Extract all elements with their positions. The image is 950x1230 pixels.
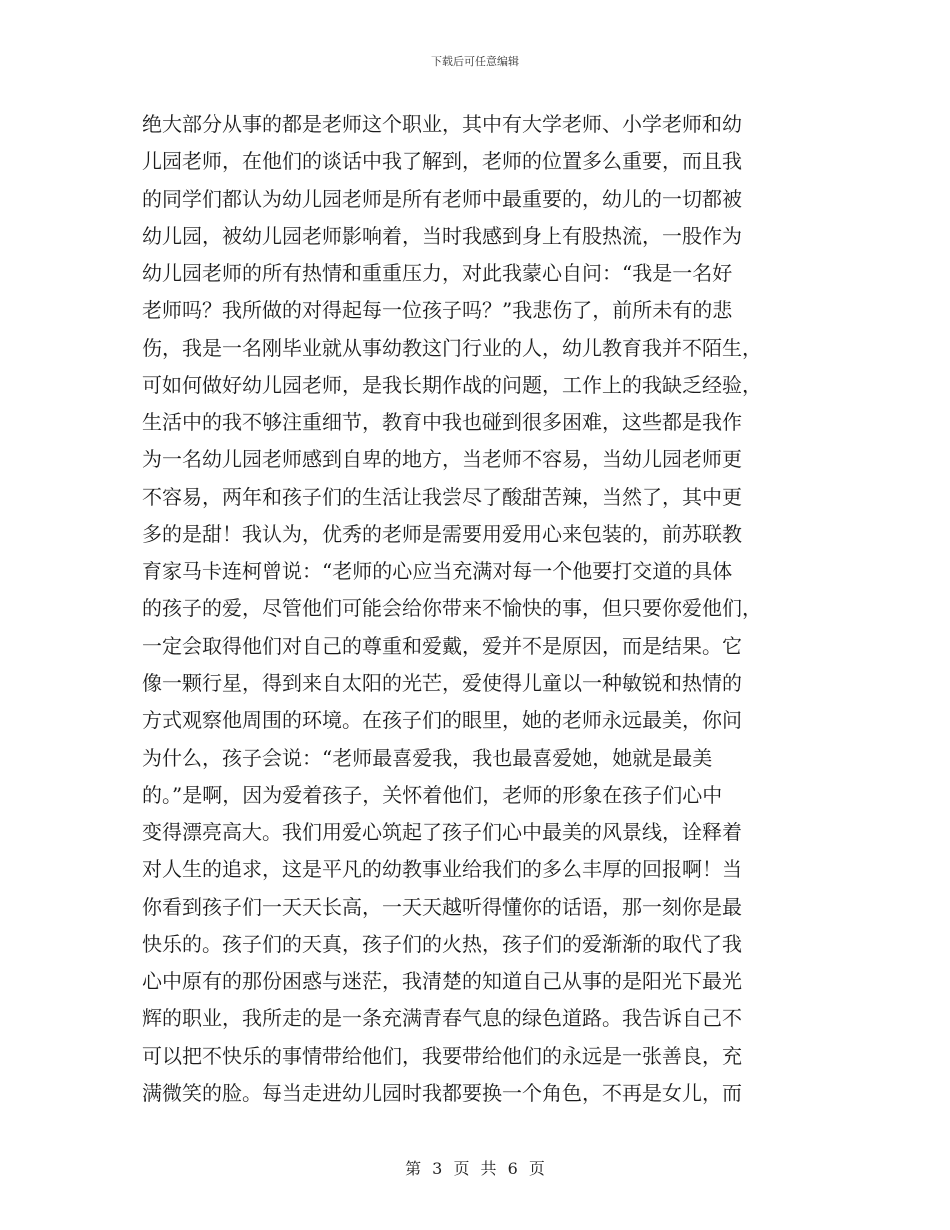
text-line: 老师吗？我所做的对得起每一位孩子吗？”我悲伤了，前所未有的悲 (142, 298, 733, 323)
text-line: 方式观察他周围的环境。在孩子们的眼里，她的老师永远最美，你问 (142, 708, 742, 733)
text-line: 幼儿园老师的所有热情和重重压力，对此我蒙心自问：“我是一名好 (142, 261, 733, 286)
text-line: 可以把不快乐的事情带给他们，我要带给他们的永远是一张善良，充 (142, 1043, 742, 1068)
text-line: 满微笑的脸。每当走进幼儿园时我都要换一个角色，不再是女儿，而 (142, 1080, 742, 1105)
text-line: 你看到孩子们一天天长高，一天天越听得懂你的话语，那一刻你是最 (142, 894, 742, 919)
text-line: 心中原有的那份困惑与迷茫，我清楚的知道自己从事的是阳光下最光 (142, 969, 742, 994)
page-header: 下载后可任意编辑 (431, 55, 519, 68)
text-line: 一定会取得他们对自己的尊重和爱戴，爱并不是原因，而是结果。它 (142, 633, 742, 658)
body-text (142, 106, 812, 1112)
text-line: 为什么，孩子会说：“老师最喜爱我，我也最喜爱她，她就是最美 (142, 745, 713, 770)
text-line: 多的是甜！我认为，优秀的老师是需要用爱用心来包装的，前苏联教 (142, 521, 742, 546)
text-line: 变得漂亮高大。我们用爱心筑起了孩子们心中最美的风景线，诠释着 (142, 820, 742, 845)
text-line: 像一颗行星，得到来自太阳的光芒，爱使得儿童以一种敏锐和热情的 (142, 670, 742, 695)
text-line: 绝大部分从事的都是老师这个职业，其中有大学老师、小学老师和幼 (142, 112, 742, 136)
text-line: 的。”是啊，因为爱着孩子，关怀着他们，老师的形象在孩子们心中 (142, 782, 723, 807)
text-line: 不容易，两年和孩子们的生活让我尝尽了酸甜苦辣，当然了，其中更 (142, 484, 742, 509)
text-line: 伤，我是一名刚毕业就从事幼教这门行业的人，幼儿教育我并不陌生， (142, 335, 762, 360)
text-line: 生活中的我不够注重细节，教育中我也碰到很多困难，这些都是我作 (142, 410, 742, 435)
text-line: 辉的职业，我所走的是一条充满青春气息的绿色道路。我告诉自己不 (142, 1006, 742, 1031)
text-line: 儿园老师，在他们的谈话中我了解到，老师的位置多么重要，而且我 (142, 149, 742, 174)
text-line: 可如何做好幼儿园老师，是我长期作战的问题，工作上的我缺乏经验， (142, 372, 762, 397)
text-line: 的同学们都认为幼儿园老师是所有老师中最重要的，幼儿的一切都被 (142, 186, 742, 211)
text-line: 幼儿园，被幼儿园老师影响着，当时我感到身上有股热流，一股作为 (142, 223, 742, 248)
text-line: 快乐的。孩子们的天真，孩子们的火热，孩子们的爱渐渐的取代了我 (142, 931, 742, 956)
text-line: 的孩子的爱，尽管他们可能会给你带来不愉快的事，但只要你爱他们， (142, 596, 762, 621)
page-footer: 第 3 页 共 6 页 (405, 1159, 545, 1178)
text-line: 育家马卡连柯曾说：“老师的心应当充满对每一个他要打交道的具体 (142, 559, 733, 584)
text-line: 对人生的追求，这是平凡的幼教事业给我们的多么丰厚的回报啊！当 (142, 857, 742, 882)
text-line: 为一名幼儿园老师感到自卑的地方，当老师不容易，当幼儿园老师更 (142, 447, 742, 472)
